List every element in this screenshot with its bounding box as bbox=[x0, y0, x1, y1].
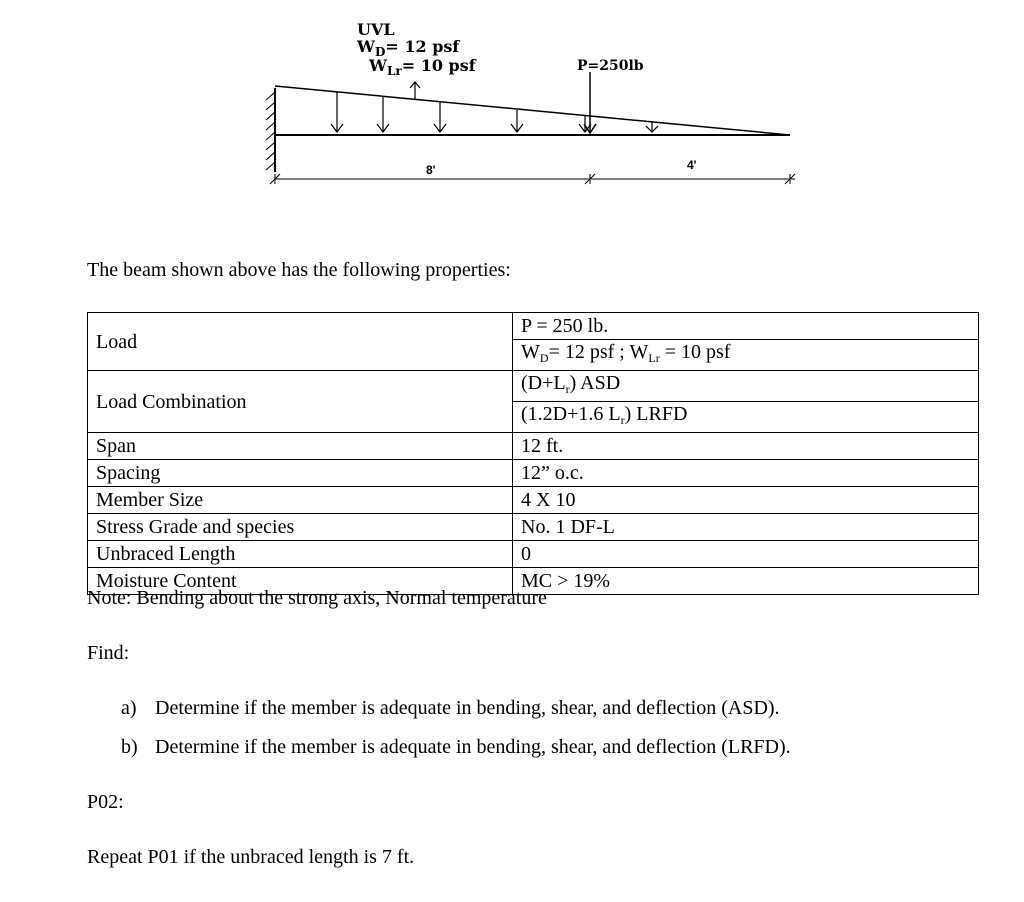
table-row bbox=[88, 433, 979, 460]
beam-diagram-svg bbox=[255, 20, 815, 195]
moisture-content-value: MC > 19% bbox=[513, 568, 979, 595]
stress-grade-label: Stress Grade and species bbox=[88, 514, 513, 541]
combo-label: Load Combination bbox=[88, 371, 513, 433]
load-w-value: $W_D= 12$ psf ; $W_{Lr} = 10$ psf bbox=[513, 340, 979, 371]
properties-table bbox=[87, 312, 979, 595]
beam-diagram bbox=[255, 20, 815, 195]
table-row bbox=[88, 487, 979, 514]
moisture-content-label: Moisture Content bbox=[88, 568, 513, 595]
uvl-label: UVL bbox=[357, 20, 395, 39]
span-value: 12 ft. bbox=[513, 433, 979, 460]
table-row bbox=[88, 460, 979, 487]
list-item-number: a) bbox=[121, 697, 137, 719]
point-load-label: P=250lb bbox=[577, 58, 644, 74]
spacing-value: 12” o.c. bbox=[513, 460, 979, 487]
wlr-label: $W_{Lr}= 10$ psf bbox=[369, 56, 476, 78]
spacing-label: Spacing bbox=[88, 460, 513, 487]
table-row bbox=[88, 371, 979, 402]
wd-label: $W_D= 12$ psf bbox=[357, 37, 460, 59]
intro-text: The beam shown above has the following properties: bbox=[87, 259, 511, 281]
list-item-text: Determine if the member is adequate in bending, shear, and deflection (ASD). bbox=[155, 697, 780, 719]
find-heading: Find: bbox=[87, 642, 130, 664]
list-item-number: b) bbox=[121, 736, 138, 758]
table-row bbox=[88, 514, 979, 541]
combo-lrfd-value: (1.2D+1.6 $L_r$) LRFD bbox=[513, 402, 979, 433]
unbraced-length-label: Unbraced Length bbox=[88, 541, 513, 568]
stress-grade-value: No. 1 DF-L bbox=[513, 514, 979, 541]
member-size-label: Member Size bbox=[88, 487, 513, 514]
p02-heading: P02: bbox=[87, 791, 124, 813]
combo-asd-value: $(D+L_r)$ ASD bbox=[513, 371, 979, 402]
uvl-top-line bbox=[275, 86, 790, 135]
p02-text: Repeat P01 if the unbraced length is 7 ft. bbox=[87, 846, 415, 868]
span-label: Span bbox=[88, 433, 513, 460]
load-label: Load bbox=[88, 313, 513, 371]
unbraced-length-value: 0 bbox=[513, 541, 979, 568]
table-row bbox=[88, 313, 979, 340]
dim-left-label: 8' bbox=[426, 163, 436, 177]
note-text: Note: Bending about the strong axis, Normal temperature bbox=[87, 587, 547, 609]
member-size-value: 4 X 10 bbox=[513, 487, 979, 514]
load-p-value: P = 250 lb. bbox=[513, 313, 979, 340]
fixed-support-hatch bbox=[266, 92, 275, 170]
table-row bbox=[88, 541, 979, 568]
list-item-text: Determine if the member is adequate in bending, shear, and deflection (LRFD). bbox=[155, 736, 791, 758]
dim-right-label: 4' bbox=[687, 158, 697, 172]
